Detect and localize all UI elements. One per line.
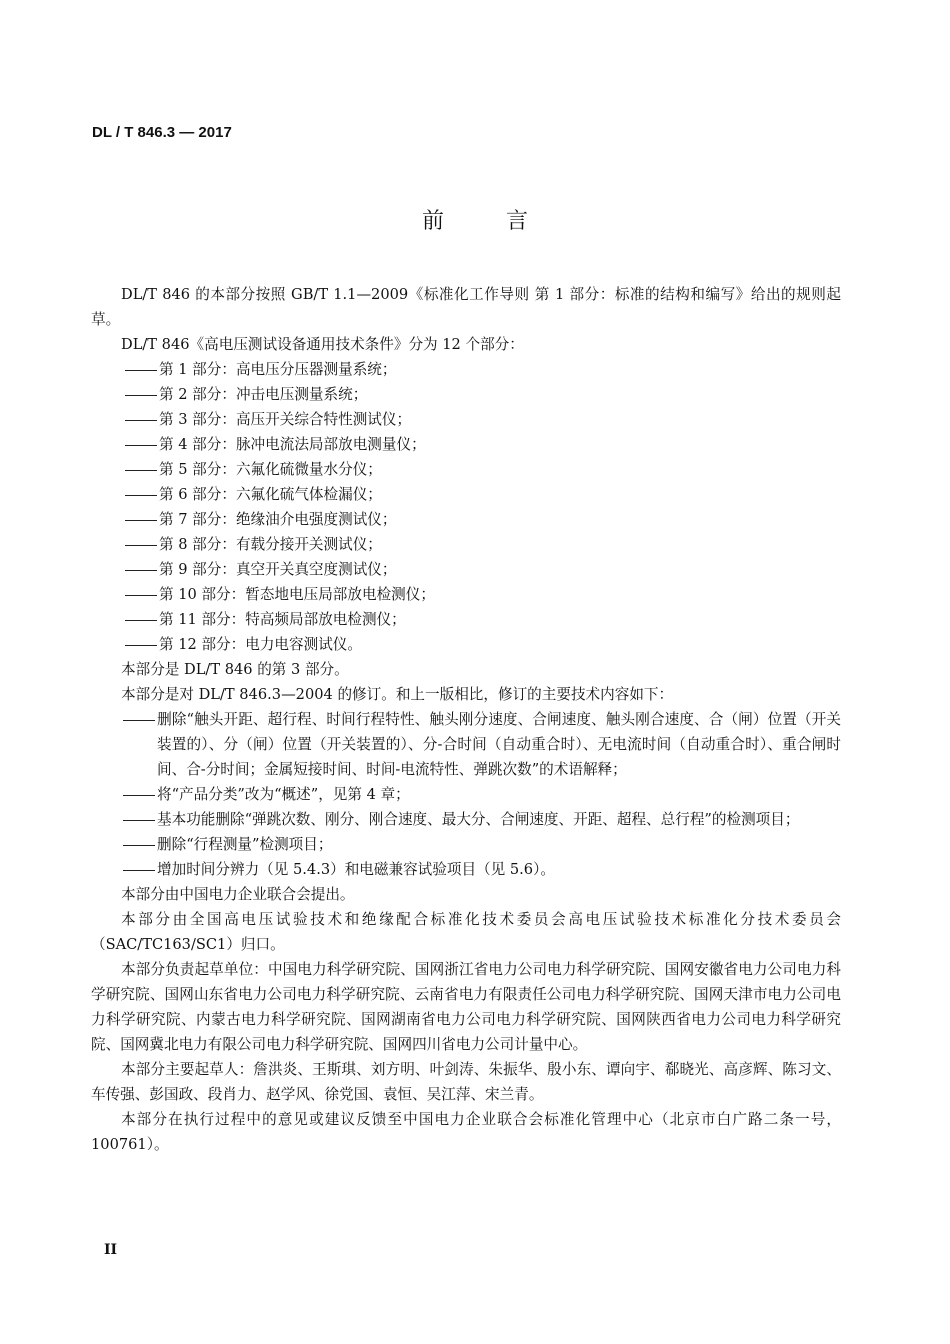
list-item: 第 11 部分：特高频局部放电检测仪； [91, 607, 841, 632]
paragraph: 本部分是对 DL/T 846.3—2004 的修订。和上一版相比，修订的主要技术内容如下： [121, 686, 674, 703]
dash-icon [123, 832, 157, 857]
page-title: 前言 [421, 209, 590, 234]
list-item: 第 2 部分：冲击电压测量系统； [91, 382, 841, 407]
dash-icon [123, 707, 157, 732]
paragraph: 本部分在执行过程中的意见或建议反馈至中国电力企业联合会标准化管理中心（北京市白广路二条一号，100761）。 [91, 1111, 841, 1153]
dash-icon [125, 482, 159, 507]
dash-icon [125, 432, 159, 457]
paragraph: DL/T 846 的本部分按照 GB/T 1.1—2009《标准化工作导则 第 1 部分：标准的结构和编写》给出的规则起草。 [91, 286, 841, 328]
foreword-body [91, 282, 841, 1157]
list-item: 第 8 部分：有载分接开关测试仪； [91, 532, 841, 557]
list-item: 第 9 部分：真空开关真空度测试仪； [91, 557, 841, 582]
paragraph: 本部分是 DL/T 846 的第 3 部分。 [121, 661, 349, 678]
list-item: 第 7 部分：绝缘油介电强度测试仪； [91, 507, 841, 532]
list-item: 删除“触头开距、超行程、时间行程特性、触头刚分速度、合闸速度、触头刚合速度、合（闸）位置（开关装置的）、分（闸）位置（开关装置的）、分-合时间（自动重合时）、无电流时间（自动重合时）、重合闸时间、合-分时间；金属短接时间、时间-电流特性、弹跳次数”的术语解释； [91, 707, 841, 782]
list-item: 第 1 部分：高电压分压器测量系统； [91, 357, 841, 382]
dash-icon [125, 457, 159, 482]
paragraph: 本部分负责起草单位：中国电力科学研究院、国网浙江省电力公司电力科学研究院、国网安徽省电力公司电力科学研究院、国网山东省电力公司电力科学研究院、云南省电力有限责任公司电力科学研究院、国网天津市电力公司电力科学研究院、内蒙古电力科学研究院、国网湖南省电力公司电力科学研究院、国网陕西省电力公司电力科学研究院、国网冀北电力有限公司电力科学研究院、国网四川省电力公司计量中心。 [91, 961, 841, 1053]
standard-code: DL / T 846.3 — 2017 [92, 124, 232, 141]
page-number: II [104, 1242, 118, 1258]
dash-icon [125, 357, 159, 382]
list-item: 增加时间分辨力（见 5.4.3）和电磁兼容试验项目（见 5.6）。 [91, 857, 841, 882]
paragraph: DL/T 846《高电压测试设备通用技术条件》分为 12 个部分： [121, 336, 524, 353]
dash-icon [125, 532, 159, 557]
list-item: 第 3 部分：高压开关综合特性测试仪； [91, 407, 841, 432]
list-item: 将“产品分类”改为“概述”，见第 4 章； [91, 782, 841, 807]
paragraph: 本部分由全国高电压试验技术和绝缘配合标准化技术委员会高电压试验技术标准化分技术委员会（SAC/TC163/SC1）归口。 [91, 911, 841, 953]
dash-icon [125, 632, 159, 657]
list-item: 第 10 部分：暂态地电压局部放电检测仪； [91, 582, 841, 607]
dash-icon [125, 382, 159, 407]
list-item: 基本功能删除“弹跳次数、刚分、刚合速度、最大分、合闸速度、开距、超程、总行程”的检测项目； [91, 807, 841, 832]
paragraph: 本部分主要起草人：詹洪炎、王斯琪、刘方明、叶剑涛、朱振华、殷小东、谭向宇、郗晓光、高彦辉、陈习文、车传强、彭国政、段肖力、赵学风、徐党国、袁恒、吴江萍、宋兰青。 [91, 1061, 841, 1103]
list-item: 第 6 部分：六氟化硫气体检漏仪； [91, 482, 841, 507]
paragraph: 本部分由中国电力企业联合会提出。 [121, 886, 355, 903]
dash-icon [123, 807, 157, 832]
dash-icon [123, 857, 157, 882]
dash-icon [125, 607, 159, 632]
dash-icon [125, 507, 159, 532]
list-item: 第 4 部分：脉冲电流法局部放电测量仪； [91, 432, 841, 457]
dash-icon [123, 782, 157, 807]
list-item: 第 12 部分：电力电容测试仪。 [91, 632, 841, 657]
list-item: 删除“行程测量”检测项目； [91, 832, 841, 857]
dash-icon [125, 407, 159, 432]
dash-icon [125, 582, 159, 607]
dash-icon [125, 557, 159, 582]
list-item: 第 5 部分：六氟化硫微量水分仪； [91, 457, 841, 482]
